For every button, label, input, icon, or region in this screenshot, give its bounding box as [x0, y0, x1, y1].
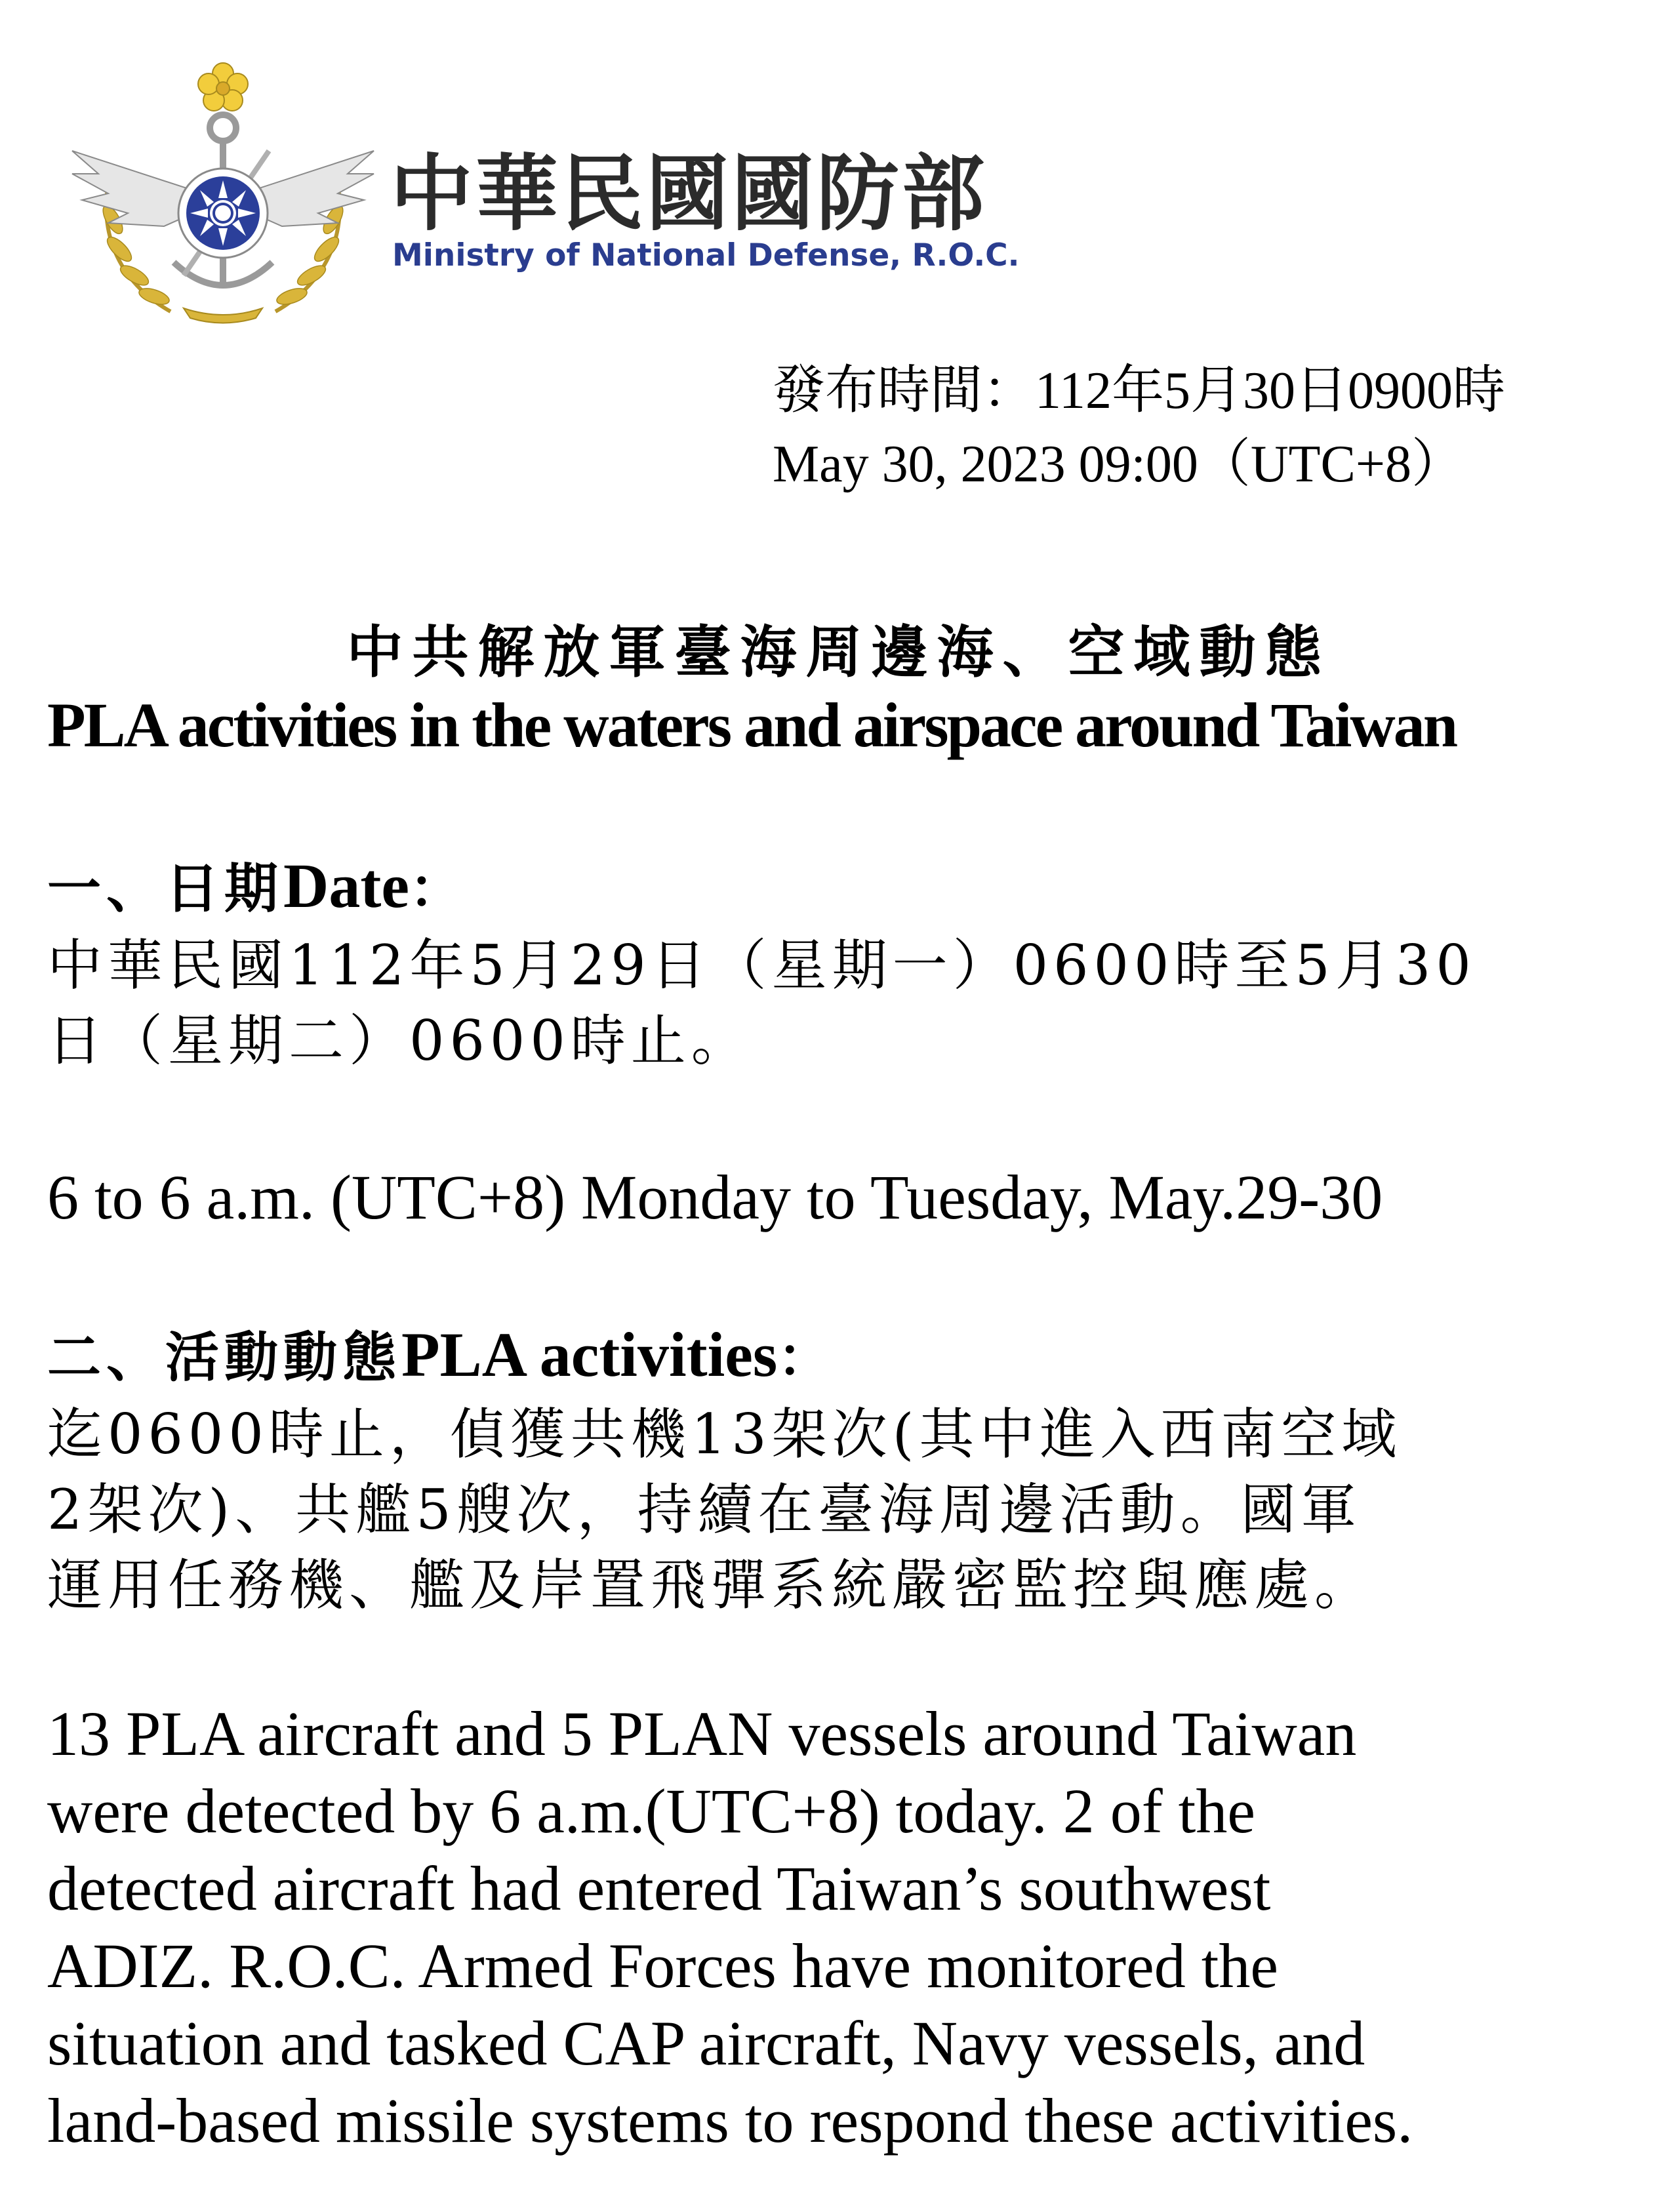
title-zh: 中共解放軍臺海周邊海、空域動態 — [346, 619, 1331, 685]
title-en: PLA activities in the waters and airspace around Taiwan — [47, 690, 1457, 760]
org-name-en: Ministry of National Defense, R.O.C. — [392, 237, 1020, 273]
section1-heading-zh: 一、日期 — [47, 857, 284, 920]
section1-zh-line: 日（星期二）0600時止。 — [47, 1009, 752, 1073]
section2-heading-en: PLA activities — [401, 1319, 778, 1390]
section2-en-line: ADIZ. R.O.C. Armed Forces have monitored the — [47, 1931, 1278, 2001]
release-time-en: May 30, 2023 09:00（UTC+8） — [773, 435, 1464, 493]
section2-en-line: detected aircraft had entered Taiwan’s southwest — [47, 1853, 1271, 1923]
section2-en-line: land-based missile systems to respond these activities. — [47, 2085, 1413, 2156]
org-name-zh: 中華民國國防部 — [390, 146, 987, 242]
section1-heading-en: Date — [283, 851, 409, 921]
section2-heading — [47, 1315, 836, 1392]
section2-en-line: were detected by 6 a.m.(UTC+8) today. 2 of the — [47, 1776, 1255, 1846]
section1-heading — [47, 846, 468, 923]
section2-heading-zh: 二、活動動態 — [47, 1326, 402, 1389]
release-time — [773, 354, 1505, 501]
section2-zh-line: 2架次)、共艦5艘次，持續在臺海周邊活動。國軍 — [47, 1478, 1362, 1542]
section2-zh-line: 運用任務機、艦及岸置飛彈系統嚴密監控與應處。 — [47, 1553, 1375, 1617]
section2-zh-line: 迄0600時止，偵獲共機13架次(其中進入西南空域 — [47, 1402, 1402, 1466]
section2-en-line: situation and tasked CAP aircraft, Navy vessels, and — [47, 2008, 1365, 2078]
section1-zh-line: 中華民國112年5月29日（星期一）0600時至5月30 — [47, 933, 1476, 997]
section2-en-paragraph — [47, 1695, 1413, 2160]
mnd-emblem-icon — [59, 59, 387, 328]
section1-heading-colon: ： — [409, 857, 468, 920]
release-time-zh: 發布時間：112年5月30日0900時 — [773, 362, 1506, 420]
section1-en-text: 6 to 6 a.m. (UTC+8) Monday to Tuesday, May.29-30 — [47, 1162, 1383, 1232]
section2-heading-colon: ： — [777, 1326, 837, 1389]
section2-en-line: 13 PLA aircraft and 5 PLAN vessels around Taiwan — [47, 1699, 1357, 1769]
